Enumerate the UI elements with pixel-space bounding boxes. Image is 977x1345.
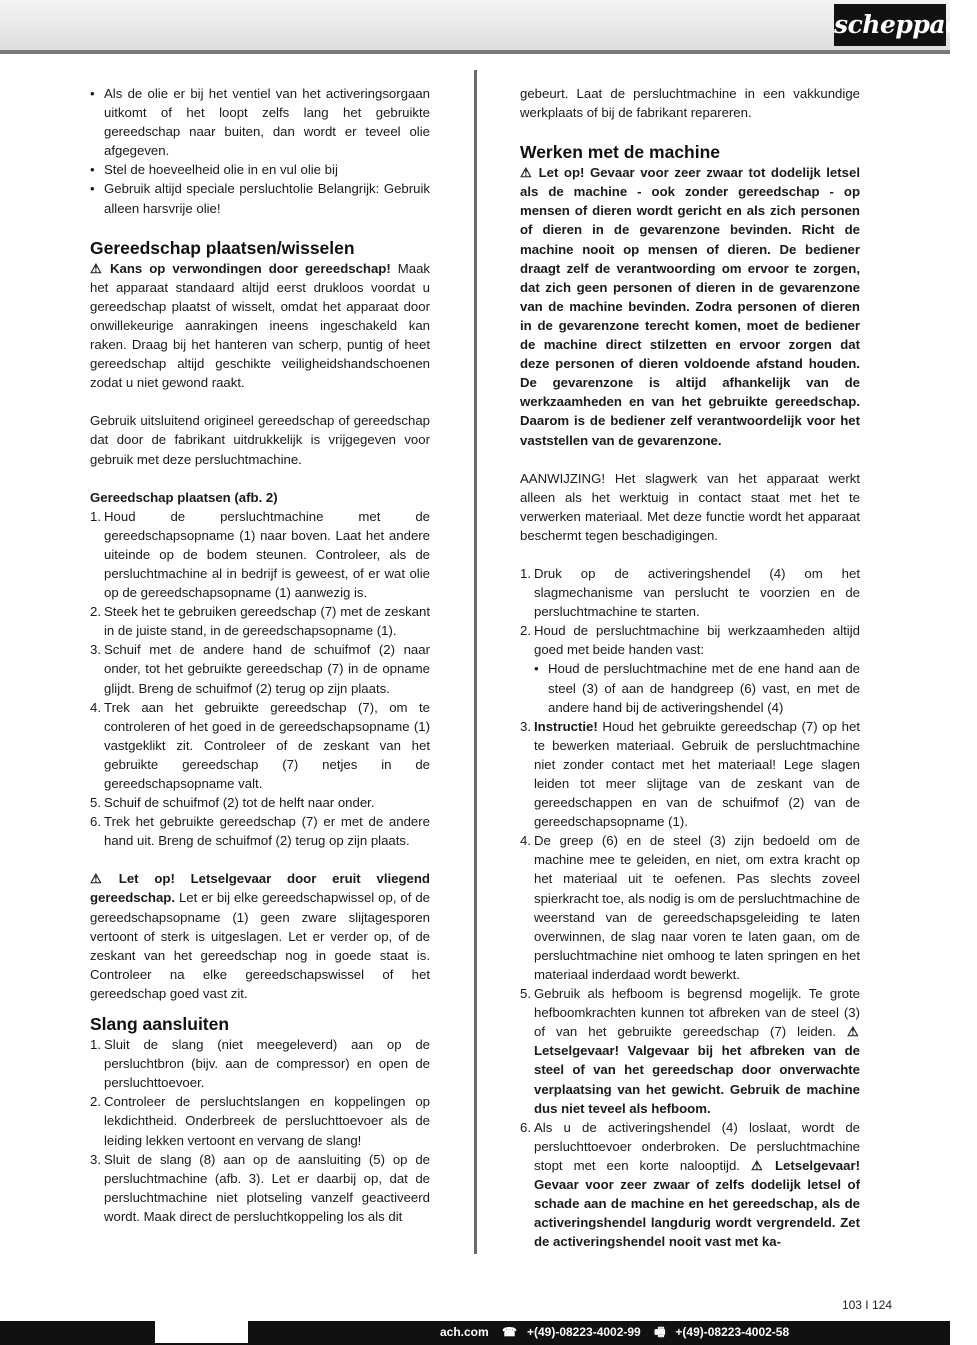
list-item: 1. Druk op de activeringshendel (4) om het slagmechanisme van perslucht te voorzien en de persluchtmachine te starten. xyxy=(520,565,860,620)
column-divider xyxy=(474,70,477,1254)
section-heading-work: Werken met de machine xyxy=(520,142,721,163)
work-warning-paragraph xyxy=(520,163,860,449)
list-item: 2. Steek het te gebruiken gereedschap (7) met de zeskant in de juiste stand, in de gereedschapsopname (1). xyxy=(90,604,430,639)
tool-warning-paragraph xyxy=(90,259,430,393)
insert-steps-list xyxy=(90,507,430,851)
list-item: • Als de olie er bij het ventiel van het activeringsorgaan uitkomt of het loopt zelfs lang het gebruikte gereedschap naar buiten, dan wordt er teveel olie afgegeven. xyxy=(90,84,430,160)
list-item: 5. Schuif de schuifmof (2) tot de helft naar onder. xyxy=(90,795,375,811)
warning-icon: ⚠ xyxy=(520,165,532,181)
list-item: 4. De greep (6) en de steel (3) zijn bedoeld om de machine mee te geleiden, en niet, om extra kracht op het materiaal uit te oefenen. Pas slechts zoveel spierkracht toe, als nodig is om de persluchtmachine de weerstand van de gereedschapsgeleiding te laten overwinnen, de slag naar voren te laten gaan, om de persluchtmachine niet omhoog te laten springen en het materiaal inderdaad wordt bewerkt. xyxy=(520,833,860,982)
brand-logo: scheppach xyxy=(834,4,946,46)
list-item: • Stel de hoeveelheid olie in en vul olie bij xyxy=(90,160,430,179)
warning-label: Kans op verwondingen door gereedschap! xyxy=(110,260,391,276)
work-steps-list xyxy=(520,564,860,1251)
subheading-insert-tool: Gereedschap plaatsen (afb. 2) xyxy=(90,489,278,505)
warning-text: Maak het apparaat standaard altijd eerst drukloos voordat u gereedschap plaatst of wisselt, omdat het apparaat door onwillekeurige aanrakingen ineens ingeschakeld kan raken. Draag bij het hanteren van scherp, puntig of heet gereedschap altijd geschikte veiligheidshandschoenen zodat u niet gewond raakt. xyxy=(90,260,431,391)
section-heading-tool-change: Gereedschap plaatsen/wisselen xyxy=(90,237,355,258)
warning-icon: ⚠ xyxy=(750,1157,763,1173)
original-tool-paragraph: Gebruik uitsluitend origineel gereedschap of gereedschap dat door de fabrikant uitdrukkelijk is vrijgegeven voor gebruik met deze persluchtmachine. xyxy=(90,413,430,467)
footer-white-block xyxy=(155,1321,248,1343)
warning-icon: ⚠ xyxy=(847,1024,859,1040)
note-paragraph: AANWIJZING! Het slagwerk van het apparaat werkt alleen als het werktuig in contact staat met het te verwerken materiaal. Met deze functie wordt het apparaat beschermt tegen beschadigingen. xyxy=(520,470,860,543)
header-bar xyxy=(0,0,977,54)
list-item: 2. Houd de persluchtmachine bij werkzaamheden altijd goed met beide handen vast: • Houd de persluchtmachine met de ene hand aan de steel (3) of aan de handgreep (6) vast, en met de andere hand bij de activeringshendel (4) xyxy=(520,621,860,716)
footer-bar xyxy=(0,1321,950,1345)
fax-icon: 🖷 xyxy=(654,1325,666,1339)
warning-text: Let er bij elke gereedschapwissel op, of de gereedschapsopname (1) geen zware slijtagesporen vertoont of sterk is uitgeslagen. Let er verder op, of de zeskant van het gereedschap nog in goede staat is. Controleer na elke gereedschapswissel of het gereedschap goed vast zit. xyxy=(90,890,430,1001)
list-item: 3. Schuif met de andere hand de schuifmof (2) naar onder, tot het gebruikte gereedschap (7) in de opname glijdt. Breng de schuifmof (2) terug op zijn plaats. xyxy=(90,642,430,696)
phone-icon: ☎ xyxy=(502,1325,517,1339)
footer-fax: +(49)-08223-4002-58 xyxy=(675,1325,790,1339)
list-item: 3. Instructie! Houd het gebruikte gereedschap (7) op het te bewerken materiaal. Gebruik de persluchtmachine niet zonder contact met het materiaal! Lege slagen leiden tot meer slijtage van de zeskant van de gereedschappen en van de schuifmof (2) van de gereedschapsopname (1). xyxy=(520,718,860,830)
left-column xyxy=(90,84,430,1226)
list-item: 3. Sluit de slang (8) aan op de aansluiting (5) op de persluchtmachine (afb. 3). Let er daarbij op, dat de persluchtmachine niet plotseling vanzelf geactiveerd wordt. Maak direct de persluchtkoppeling los als dit xyxy=(90,1151,430,1224)
list-item: 4. Trek aan het gebruikte gereedschap (7), om te controleren of het goed in de gereedschapsopname (1) vastgeklikt zit. Controleer of de zeskant van het gebruikte gereedschap (7) netjes in de gereedschapsopname valt. xyxy=(90,699,430,791)
footer-contact xyxy=(440,1321,799,1344)
oil-bullet-list xyxy=(90,84,430,218)
warning-icon: ⚠ xyxy=(90,871,102,887)
footer-website[interactable]: ach.com xyxy=(440,1325,489,1339)
list-item: 2. Controleer de persluchtslangen en koppelingen op lekdichtheid. Onderbreek de persluchttoevoer als de leiding lekken vertoont en vervang de slang! xyxy=(90,1094,430,1148)
hold-instructions-list xyxy=(534,659,860,716)
list-item: • Gebruik altijd speciale persluchtolie Belangrijk: Gebruik alleen harsvrije olie! xyxy=(90,179,430,217)
footer-phone: +(49)-08223-4002-99 xyxy=(526,1325,641,1339)
right-column xyxy=(520,84,860,1251)
warning-text: Let op! Gevaar voor zeer zwaar tot dodelijk letsel als de machine - ook zonder gereedschap - op mensen of dieren wordt gericht en als zich personen of dieren in de gevarenzone bevinden. Richt de machine nooit op mensen of dieren. De bediener draagt zelf de verantwoording om ervoor te zorgen, dat zich geen personen of dieren in de gevarenzone van de machine bevinden. Zodra personen of dieren in de gevarenzone terecht komen, moet de bediener de machine direct stilzetten en ervoor zorgen dat deze personen of dieren voldoende afstand houden. De gevarenzone is altijd afhankelijk van de werkzaamheden en van het gebruikte gereedschap. Daarom is de bediener zelf verantwoordelijk voor het vaststellen van de gevarenzone. xyxy=(520,165,860,448)
section-heading-hose: Slang aansluiten xyxy=(90,1014,230,1035)
page-number: 103 I 124 xyxy=(841,1298,892,1312)
list-item: 5. Gebruik als hefboom is begrensd mogelijk. Te grote hefboomkrachten kunnen tot afbreken van de steel (3) of van het gebruikte gereedschap (7) leiden. ⚠ Letselgevaar! Valgevaar bij het afbreken van de steel of van het gereedschap door onverwachte verplaatsing van het gewicht. Gebruik de machine dus niet teveel als hefboom. xyxy=(520,986,860,1116)
list-item: • Houd de persluchtmachine met de ene hand aan de steel (3) of aan de handgreep (6) vast, en met de andere hand bij de activeringshendel (4) xyxy=(534,659,860,716)
warning-icon: ⚠ xyxy=(90,260,102,276)
list-item: 1. Houd de persluchtmachine met de gereedschapsopname (1) naar boven. Laat het andere uiteinde op de bodem steunen. Controleer, als de persluchtmachine al in bedrijf is geweest, of er wat olie op de gereedschapsopname (1) aanwezig is. xyxy=(90,508,430,601)
list-item: 6. Trek het gebruikte gereedschap (7) er met de andere hand uit. Breng de schuifmof (2) terug op zijn plaats. xyxy=(90,814,430,849)
warning-label: Let op! Letselgevaar door eruit vliegend gereedschap. xyxy=(90,871,430,906)
list-item: 6. Als u de activeringshendel (4) loslaat, wordt de persluchttoevoer onderbroken. De persluchtmachine stopt met een korte nalooptijd. ⚠ Letselgevaar! Gevaar voor zeer zwaar of zelfs dodelijk letsel of schade aan de machine en het gereedschap, als de activeringshendel langdurig wordt vergrendeld. Zet de activeringshendel nooit vast met ka- xyxy=(520,1119,860,1250)
continuation-paragraph: gebeurt. Laat de persluchtmachine in een vakkundige werkplaats of bij de fabrikant repareren. xyxy=(520,86,860,121)
flying-tool-warning xyxy=(90,869,430,1003)
list-item: 1. Sluit de slang (niet meegeleverd) aan op de persluchtbron (bijv. aan de compressor) en open de persluchttoevoer. xyxy=(90,1037,430,1091)
hose-steps-list xyxy=(90,1035,430,1226)
